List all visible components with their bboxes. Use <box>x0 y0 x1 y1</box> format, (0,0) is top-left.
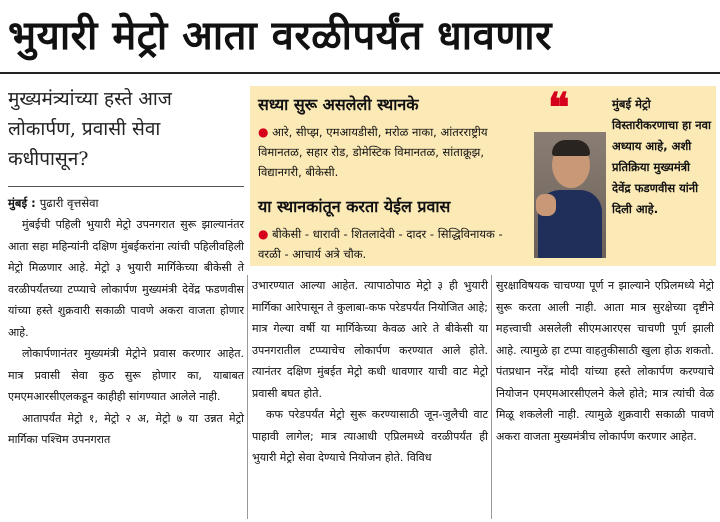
stations-panel <box>258 92 516 264</box>
article-paragraph: उभारण्यात आल्या आहेत. त्यापाठोपाठ मेट्रो ३ ही भुयारी मार्गिका आरेपासून ते कुलाबा-कफ परेडपर्यंत नियोजित आहे; मात्र गेल्या वर्षी या मार्गिकेच्या केवळ आरे ते बीकेसी या उपनगरातील टप्प्याचेच लोकार्पण करण्यात आले होते. त्यानंतर दक्षिण मुंबईत मेट्रो कधी धावणार याची वाट मेट्रो प्रवासी बघत होते. <box>252 279 488 400</box>
current-stations-text: आरे, सीप्झ, एमआयडीसी, मरोळ नाका, आंतरराष्ट्रीय विमानतळ, सहार रोड, डोमेस्टिक विमानतळ, सांताक्रूझ, विद्यानगरी, बीकेसी. <box>258 125 488 179</box>
bullet-icon: ● <box>258 125 269 139</box>
byline <box>8 192 244 214</box>
current-stations-heading: सध्या सुरू असलेली स्थानके <box>258 95 419 114</box>
article-paragraph: लोकार्पणानंतर मुख्यमंत्री मेट्रोने प्रवास करणार आहेत. मात्र प्रवासी सेवा कुठ सुरू होणार का, याबाबत एमएमआरसीएलकडून काहीही सांगण्यात आलेले नाही. <box>8 347 244 403</box>
article-paragraph: मुंबईची पहिली भुयारी मेट्रो उपनगरात सुरू झाल्यानंतर आता सहा महिन्यांनी दक्षिण मुंबईकरांना त्यांची पहिलीवहिली मेट्रो मिळणार आहे. मेट्रो ३ भुयारी मार्गिकेच्या बीकेसी ते वरळीपर्यंतच्या टप्प्याचे लोकार्पण मुख्यमंत्री देवेंद्र फडणवीस यांच्या हस्ते शुक्रवारी सकाळी पावणे अकरा वाजता होणार आहे. <box>8 218 244 339</box>
article-paragraph: सुरक्षाविषयक चाचण्या पूर्ण न झाल्याने एप्रिलमध्ये मेट्रो सुरू करता आली नाही. आता मात्र सुरक्षेच्या दृष्टीने महत्त्वाची असलेली सीएमआरएस चाचणी पूर्ण झाली आहे. त्यामुळे हा टप्पा वाहतुकीसाठी खुला होऊ शकतो. पंतप्रधान नरेंद्र मोदी यांच्या हस्ते लोकार्पण करण्याचे नियोजन एमएमआरसीएलने केले होते; मात्र त्यांची वेळ मिळू शकलेली नाही. त्यामुळे शुक्रवारी सकाळी पावणे अकरा वाजता मुख्यमंत्रीच लोकार्पण करणार आहेत. <box>496 279 714 443</box>
column-divider <box>491 275 492 519</box>
new-stations-heading: या स्थानकांतून करता येईल प्रवास <box>258 197 451 216</box>
subhead-rule <box>8 186 244 187</box>
subheadline: मुख्यमंत्र्यांच्या हस्ते आज लोकार्पण, प्रवासी सेवा कधीपासून? <box>8 88 172 170</box>
info-box <box>250 86 716 266</box>
byline-source: पुढारी वृत्तसेवा <box>39 196 99 210</box>
current-stations-list <box>258 122 516 182</box>
headline: भुयारी मेट्रो आता वरळीपर्यंत धावणार <box>8 13 553 59</box>
byline-place: मुंबई : <box>8 196 36 210</box>
new-stations-list <box>258 224 516 264</box>
article-paragraph: कफ परेडपर्यंत मेट्रो सुरू करण्यासाठी जून-जुलैची वाट पाहावी लागेल; मात्र त्याआधी एप्रिलमध्ये वरळीपर्यंत ही भुयारी मेट्रो सेवा देण्याचे नियोजन होते. विविध <box>252 408 488 464</box>
article-paragraph: आतापर्यंत मेट्रो १, मेट्रो २ अ, मेट्रो ७ या उन्नत मेट्रो मार्गिका पश्चिम उपनगरात <box>8 411 244 446</box>
quote-text: मुंबई मेट्रो विस्तारीकरणाचा हा नवा अध्याय आहे, अशी प्रतिक्रिया मुख्यमंत्री देवेंद्र फडणवीस यांनी दिली आहे. <box>612 97 712 216</box>
column-divider <box>247 275 248 519</box>
article-column-3 <box>496 275 714 447</box>
bullet-icon: ● <box>258 227 269 241</box>
new-stations-text: बीकेसी - धारावी - शितलादेवी - दादर - सिद्धिविनायक - वरळी - आचार्य अत्रे चौक. <box>258 227 503 261</box>
chief-minister-photo <box>534 132 606 258</box>
headline-rule <box>0 72 720 74</box>
article-column-1 <box>8 192 244 451</box>
article-column-2 <box>252 275 488 469</box>
quote-mark-icon: ❝ <box>548 84 570 131</box>
